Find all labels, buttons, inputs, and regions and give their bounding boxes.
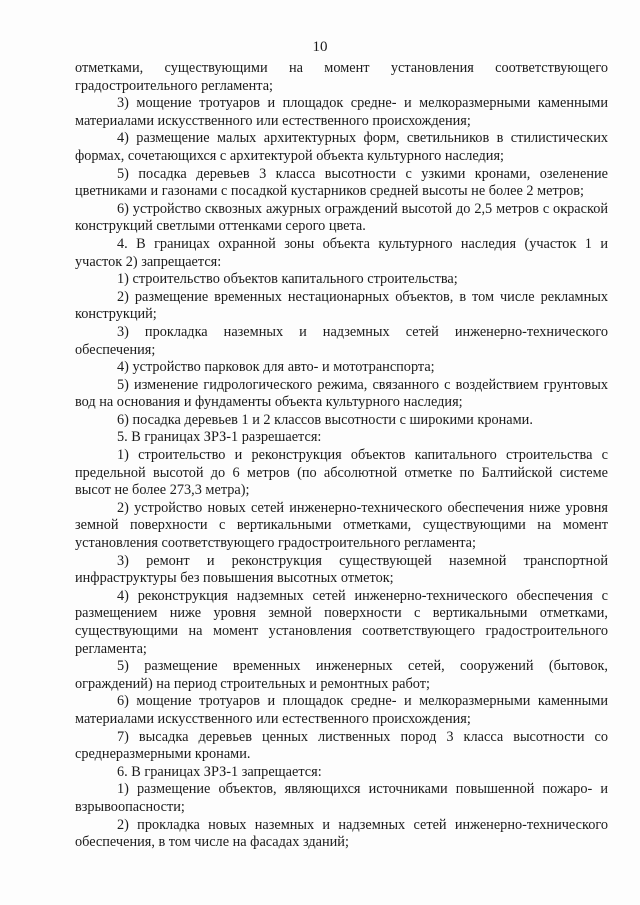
paragraph: 6) мощение тротуаров и площадок средне- и мелкоразмерными каменными материалами искусственного или естественного происхождения; [75,693,608,727]
paragraph: 1) строительство объектов капитального строительства; [117,271,458,288]
document-body [75,60,608,852]
paragraph: 6) устройство сквозных ажурных ограждений высотой до 2,5 метров с окраской конструкций светлыми оттенками серого цвета. [75,200,608,235]
section-heading: 6. В границах ЗРЗ-1 запрещается: [117,763,322,780]
paragraph: 1) размещение объектов, являющихся источниками повышенной пожаро- и взрывоопасности; [75,781,608,815]
page-number: 10 [312,39,328,55]
paragraph: 2) размещение временных нестационарных объектов, в том числе рекламных конструкций; [75,288,608,323]
paragraph: 3) прокладка наземных и надземных сетей инженерно-технического обеспечения; [75,323,608,358]
paragraph: 2) прокладка новых наземных и надземных сетей инженерно-технического обеспечения, в том числе на фасадах зданий; [75,816,608,851]
section-heading: 4. В границах охранной зоны объекта культурного наследия (участок 1 и участок 2) запрещается: [75,235,608,270]
section-heading: 5. В границах ЗРЗ-1 разрешается: [117,429,322,446]
paragraph: 4) размещение малых архитектурных форм, светильников в стилистических формах, сочетающихся с архитектурой объекта культурного наследия; [75,130,608,164]
paragraph: 5) размещение временных инженерных сетей, сооружений (бытовок, ограждений) на период строительных и ремонтных работ; [75,658,608,692]
paragraph: 6) посадка деревьев 1 и 2 классов высотности с широкими кронами. [117,411,533,428]
paragraph: 4) реконструкция надземных сетей инженерно-технического обеспечения с размещением ниже уровня земной поверхности с вертикальными отметками, существующими на момент установления соответствующего градостроительного регламента; [75,587,608,657]
paragraph: 1) строительство и реконструкция объектов капитального строительства с предельной высотой до 6 метров (по абсолютной отметке по Балтийской системе высот не более 273,3 метра); [75,447,608,499]
paragraph: 5) изменение гидрологического режима, связанного с воздействием грунтовых вод на основания и фундаменты объекта культурного наследия; [75,376,608,411]
paragraph: 5) посадка деревьев 3 класса высотности с узкими кронами, озеленение цветниками и газонами с посадкой кустарников средней высоты не более 2 метров; [75,165,608,200]
paragraph: 3) ремонт и реконструкция существующей наземной транспортной инфраструктуры без повышения высотных отметок; [75,552,608,587]
paragraph: 7) высадка деревьев ценных лиственных пород 3 класса высотности со среднеразмерными кронами. [75,728,608,763]
paragraph-continuation: отметками, существующими на момент установления соответствующего градостроительного регламента; [75,60,608,94]
paragraph: 3) мощение тротуаров и площадок средне- и мелкоразмерными каменными материалами искусственного или естественного происхождения; [75,95,608,129]
paragraph: 2) устройство новых сетей инженерно-технического обеспечения ниже уровня земной поверхности с вертикальными отметками, существующими на момент установления соответствующего градостроительного регламента; [75,499,608,552]
paragraph: 4) устройство парковок для авто- и мототранспорта; [117,359,435,376]
